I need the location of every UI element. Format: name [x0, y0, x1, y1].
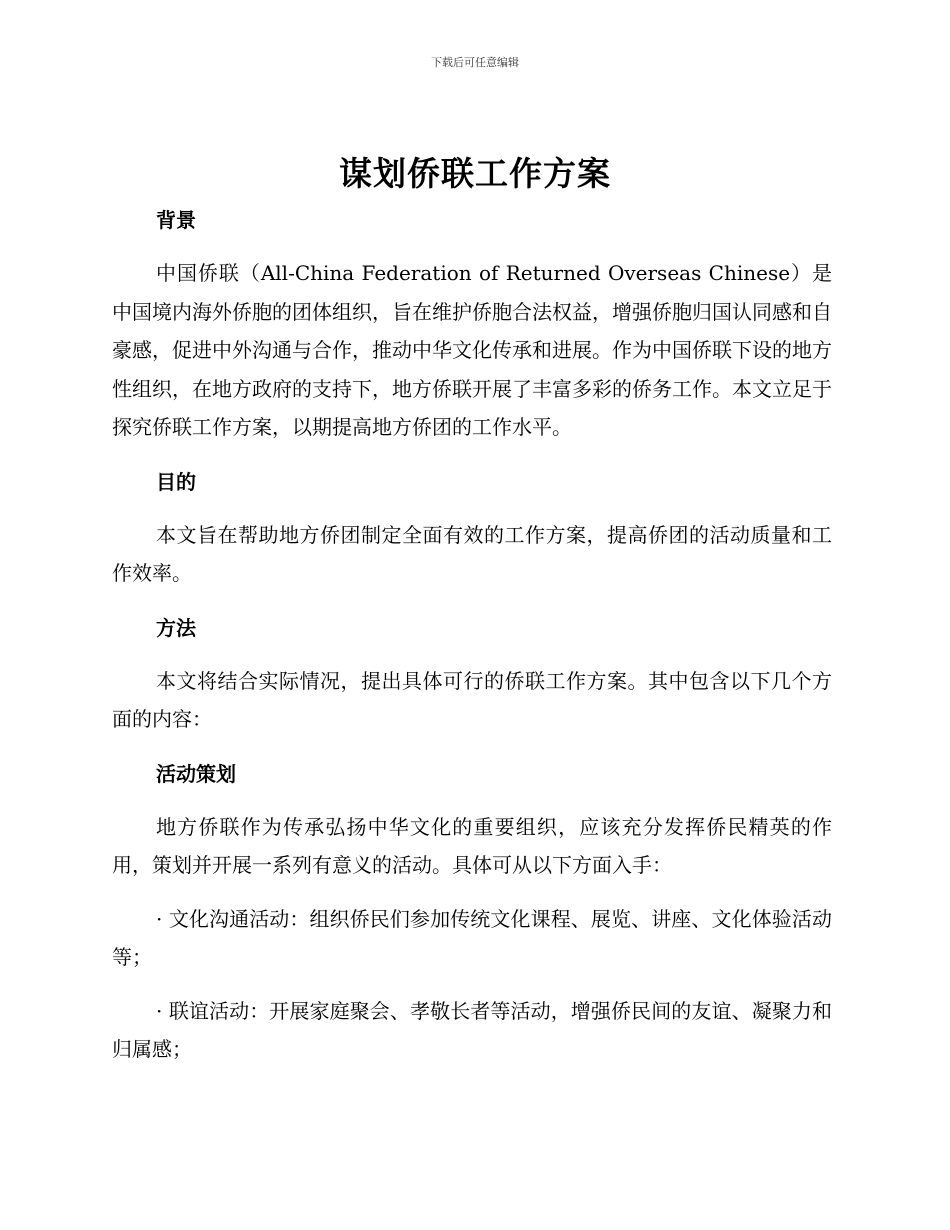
heading-background: 背景 — [156, 208, 196, 232]
paragraph-purpose: 本文旨在帮助地方侨团制定全面有效的工作方案，提高侨团的活动质量和工作效率。 — [112, 522, 832, 585]
document-title: 谋划侨联工作方案 — [339, 154, 611, 193]
heading-activity: 活动策划 — [156, 761, 236, 786]
paragraph-activity: 地方侨联作为传承弘扬中华文化的重要组织，应该充分发挥侨民精英的作用，策划并开展一系列有意义的活动。具体可从以下方面入手： — [112, 814, 832, 877]
heading-method: 方法 — [156, 615, 196, 640]
heading-purpose: 目的 — [156, 469, 196, 494]
bullet-friendship: · 联谊活动：开展家庭聚会、孝敬长者等活动，增强侨民间的友谊、凝聚力和归属感； — [112, 998, 832, 1061]
paragraph-background: 中国侨联（All-China Federation of Returned Overseas Chinese）是中国境内海外侨胞的团体组织，旨在维护侨胞合法权益，增强侨胞归国认同感和自豪感，促进中外沟通与合作，推动中华文化传承和进展。作为中国侨联下设的地方性组织，在地方政府的支持下，地方侨联开展了丰富多彩的侨务工作。本文立足于探究侨联工作方案，以期提高地方侨团的工作水平。 — [112, 261, 832, 439]
bullet-cultural-exchange: · 文化沟通活动：组织侨民们参加传统文化课程、展览、讲座、文化体验活动等； — [112, 906, 832, 969]
document-body — [112, 200, 832, 1069]
paragraph-method: 本文将结合实际情况，提出具体可行的侨联工作方案。其中包含以下几个方面的内容： — [112, 668, 832, 731]
header-note: 下载后可任意编辑 — [431, 56, 519, 69]
